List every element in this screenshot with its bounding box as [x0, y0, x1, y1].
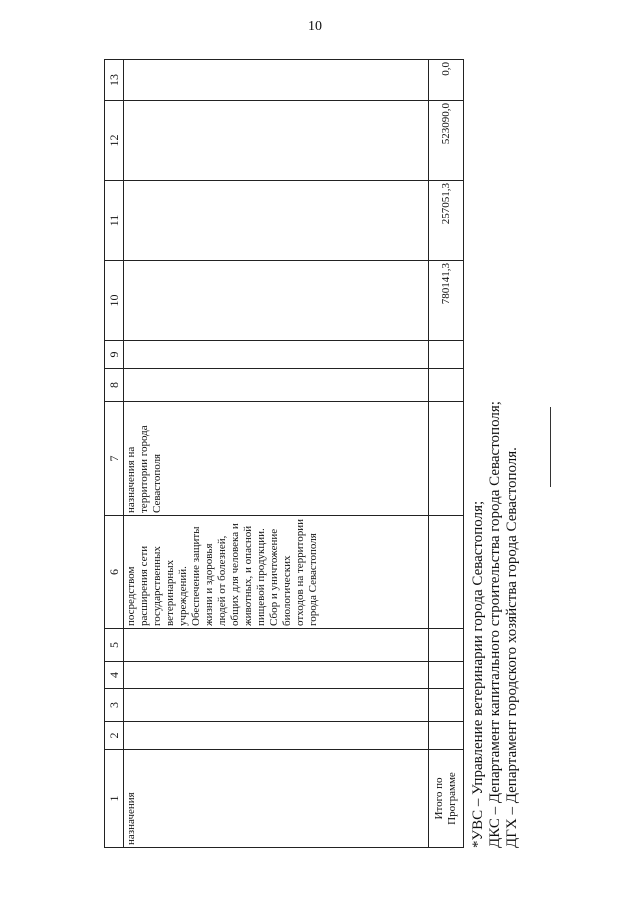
- cell-empty: [124, 722, 429, 750]
- cell-empty: [124, 662, 429, 689]
- table-row: [124, 60, 429, 848]
- col-header: 11: [105, 181, 124, 261]
- col-header: 8: [105, 369, 124, 402]
- cell-empty: [429, 402, 464, 516]
- cell-empty: [124, 101, 429, 181]
- total-row: [429, 60, 464, 848]
- footnote-dks: ДКС – Департамент капитального строительства города Севастополя;: [487, 401, 503, 848]
- program-table-rotated: [104, 60, 464, 848]
- cell-empty: [429, 369, 464, 402]
- page-number: 10: [308, 19, 322, 34]
- col-header: 3: [105, 689, 124, 722]
- program-table: [104, 59, 464, 848]
- cell-result: назначения на территории города Севастополя: [124, 402, 429, 516]
- cell-empty: [429, 516, 464, 629]
- cell-empty: [124, 261, 429, 341]
- cell-description: посредством расширения сети государственных ветеринарных учреждений. Обеспечение защиты жизни и здоровья людей от болезней, общих для человека и животных, и опасной пищевой продукции. Сбор и уничтожение биологических отходов на территории города Севастополя: [124, 516, 429, 629]
- cell-empty: [429, 689, 464, 722]
- closing-rule: [550, 407, 551, 487]
- total-label: Итого по Программе: [429, 750, 464, 848]
- cell-empty: [429, 629, 464, 662]
- col-header: 9: [105, 341, 124, 369]
- col-header: 12: [105, 101, 124, 181]
- col-header: 5: [105, 629, 124, 662]
- footnote-uvs: *УВС – Управление ветеринарии города Севастополя;: [470, 500, 486, 848]
- footnotes: [470, 401, 521, 848]
- cell-empty: [124, 689, 429, 722]
- cell-empty: [124, 341, 429, 369]
- cell-purpose: назначения: [124, 750, 429, 848]
- col-header: 13: [105, 60, 124, 101]
- total-col-12: 523090,0: [429, 101, 464, 181]
- col-header: 6: [105, 516, 124, 629]
- footnote-dgh: ДГХ – Департамент городского хозяйства города Севастополя.: [504, 447, 520, 848]
- cell-empty: [124, 181, 429, 261]
- total-col-13: 0,0: [429, 60, 464, 101]
- total-col-10: 780141,3: [429, 261, 464, 341]
- col-header: 2: [105, 722, 124, 750]
- header-row: [105, 60, 124, 848]
- col-header: 10: [105, 261, 124, 341]
- cell-empty: [124, 60, 429, 101]
- cell-empty: [429, 341, 464, 369]
- col-header: 1: [105, 750, 124, 848]
- total-col-11: 257051,3: [429, 181, 464, 261]
- cell-empty: [429, 722, 464, 750]
- cell-empty: [429, 662, 464, 689]
- col-header: 7: [105, 402, 124, 516]
- cell-empty: [124, 369, 429, 402]
- cell-empty: [124, 629, 429, 662]
- col-header: 4: [105, 662, 124, 689]
